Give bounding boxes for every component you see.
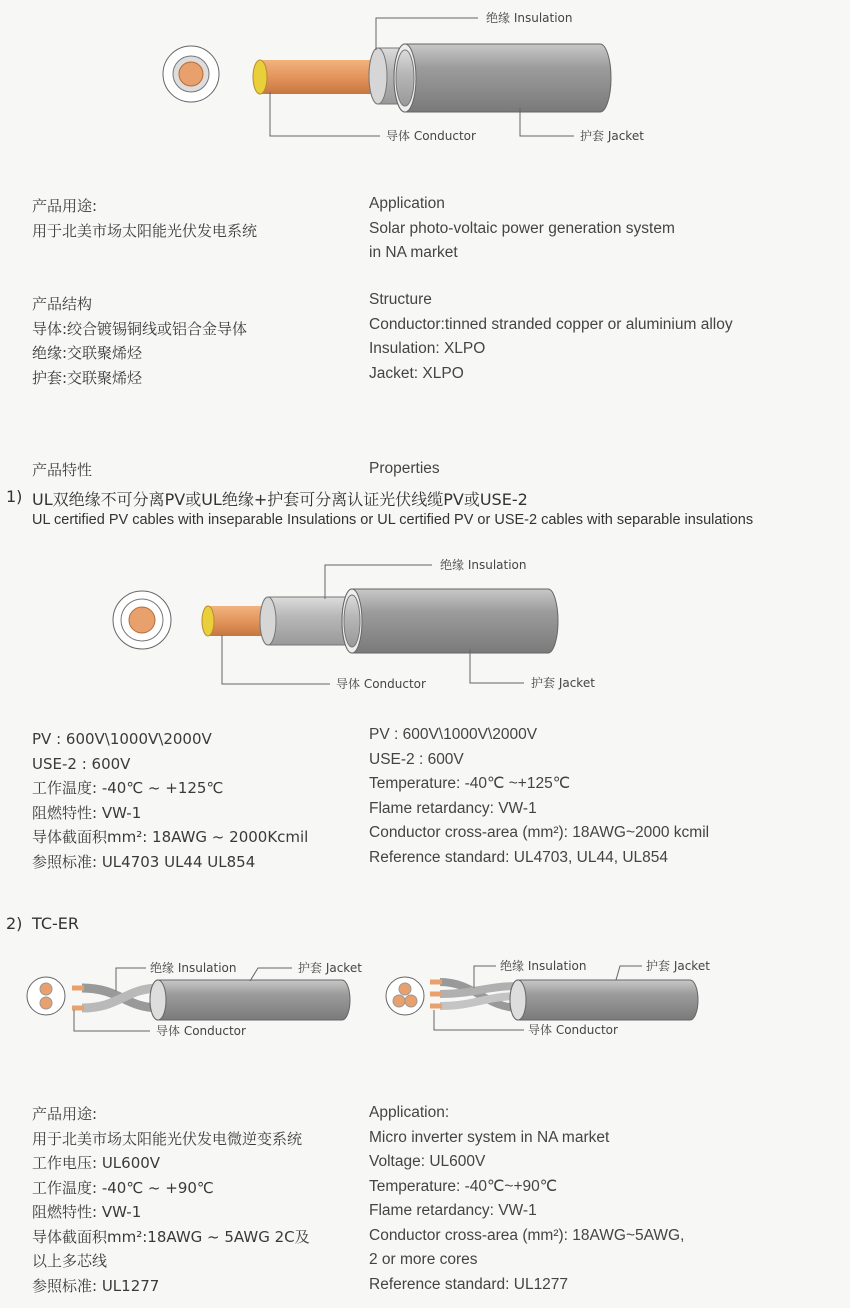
spec-line: USE-2 : 600V	[32, 754, 131, 773]
insulation-label: 绝缘 Insulation	[440, 558, 527, 572]
structure-cn-line: 护套:交联聚烯烃	[32, 368, 143, 387]
properties-en-title: Properties	[369, 460, 440, 477]
insulation-label: 绝缘 Insulation	[500, 959, 587, 973]
cross-section-icon	[113, 591, 171, 649]
properties-cn-title: 产品特性	[32, 461, 93, 479]
spec-line: 2 or more cores	[369, 1251, 478, 1268]
jacket-label: 护套 Jacket	[646, 959, 710, 973]
spec-line: Micro inverter system in NA market	[369, 1128, 610, 1146]
conductor-label: 导体 Conductor	[528, 1023, 618, 1037]
spec-line: 工作温度: -40℃ ~ +125℃	[32, 779, 224, 797]
jacket-label: 护套 Jacket	[298, 961, 362, 975]
insulation-label: 绝缘 Insulation	[150, 961, 237, 975]
cross-section-icon	[386, 977, 424, 1015]
application-en-title: Application	[369, 195, 445, 212]
jacket-label: 护套 Jacket	[580, 129, 644, 143]
section-2-specs-en	[369, 1101, 684, 1297]
section-2-title: TC-ER	[32, 914, 80, 933]
spec-line: Conductor cross-area (mm²): 18AWG~5AWG,	[369, 1226, 685, 1244]
spec-line: USE-2 : 600V	[369, 750, 464, 768]
conductor-label: 导体 Conductor	[386, 129, 476, 143]
spec-line: 工作温度: -40℃ ~ +90℃	[32, 1178, 214, 1197]
application-en-line: Solar photo-voltaic power generation system	[369, 219, 675, 237]
structure-cn-title: 产品结构	[32, 295, 93, 313]
section-2-specs-cn	[32, 1102, 310, 1298]
spec-line: 参照标准: UL4703 UL44 UL854	[32, 852, 256, 871]
section-2-number: 2)	[6, 914, 23, 933]
spec-line: 用于北美市场太阳能光伏发电微逆变系统	[32, 1129, 303, 1148]
structure-cn-line: 导体:绞合镀锡铜线或铝合金导体	[32, 319, 248, 338]
spec-line: Conductor cross-area (mm²): 18AWG~2000 kcmil	[369, 824, 710, 841]
section-1-specs-cn	[32, 727, 308, 874]
spec-line: 导体截面积mm²: 18AWG ~ 2000Kcmil	[32, 828, 309, 846]
section-1-en-title: UL certified PV cables with inseparable Insulations or UL certified PV or USE-2 cables with separable insulations	[32, 512, 754, 528]
spec-line: 产品用途:	[32, 1105, 98, 1123]
jacket-label: 护套 Jacket	[531, 676, 595, 690]
spec-line: Application:	[369, 1104, 450, 1121]
cross-section-icon	[163, 46, 219, 102]
conductor-label: 导体 Conductor	[156, 1024, 246, 1038]
spec-line: Temperature: -40℃ ~+125℃	[369, 775, 571, 792]
spec-line: Temperature: -40℃~+90℃	[369, 1177, 558, 1195]
spec-line: PV : 600V\1000V\2000V	[369, 726, 538, 743]
spec-line: 导体截面积mm²:18AWG ~ 5AWG 2C及	[32, 1227, 310, 1246]
spec-line: 阻燃特性: VW-1	[32, 803, 142, 822]
cross-section-icon	[27, 977, 65, 1015]
structure-cn	[32, 292, 247, 390]
application-en-line: in NA market	[369, 244, 458, 261]
application-cn-text: 用于北美市场太阳能光伏发电系统	[32, 221, 258, 240]
structure-en-line: Conductor:tinned stranded copper or aluminium alloy	[369, 315, 733, 333]
spec-line: 以上多芯线	[32, 1252, 108, 1270]
spec-line: 阻燃特性: VW-1	[32, 1203, 142, 1221]
application-cn-title: 产品用途:	[32, 197, 98, 215]
spec-line: 工作电压: UL600V	[32, 1154, 161, 1172]
spec-line: Flame retardancy: VW-1	[369, 1202, 537, 1219]
structure-en	[369, 288, 733, 386]
cable-1-diagram	[0, 0, 850, 160]
conductor-label: 导体 Conductor	[336, 677, 426, 691]
spec-line: PV : 600V\1000V\2000V	[32, 730, 212, 748]
application-en	[369, 192, 675, 266]
spec-line: Voltage: UL600V	[369, 1153, 486, 1170]
spec-line: Reference standard: UL4703, UL44, UL854	[369, 848, 669, 866]
structure-en-line: Insulation: XLPO	[369, 340, 486, 357]
cable-2-diagram	[0, 545, 850, 705]
section-1-specs-en	[369, 723, 709, 870]
insulation-label: 绝缘 Insulation	[486, 11, 573, 25]
spec-line: Reference standard: UL1277	[369, 1275, 569, 1293]
structure-en-line: Jacket: XLPO	[369, 364, 464, 382]
tc-er-multi-core-diagram	[380, 950, 810, 1050]
spec-line: Flame retardancy: VW-1	[369, 799, 537, 817]
section-1-number: 1)	[6, 487, 23, 506]
structure-en-title: Structure	[369, 291, 432, 308]
tc-er-two-core-diagram	[0, 950, 420, 1050]
structure-cn-line: 绝缘:交联聚烯烃	[32, 344, 143, 362]
spec-line: 参照标准: UL1277	[32, 1276, 160, 1295]
application-cn	[32, 194, 257, 243]
section-1-cn-title: UL双绝缘不可分离PV或UL绝缘+护套可分离认证光伏线缆PV或USE-2	[32, 490, 528, 509]
